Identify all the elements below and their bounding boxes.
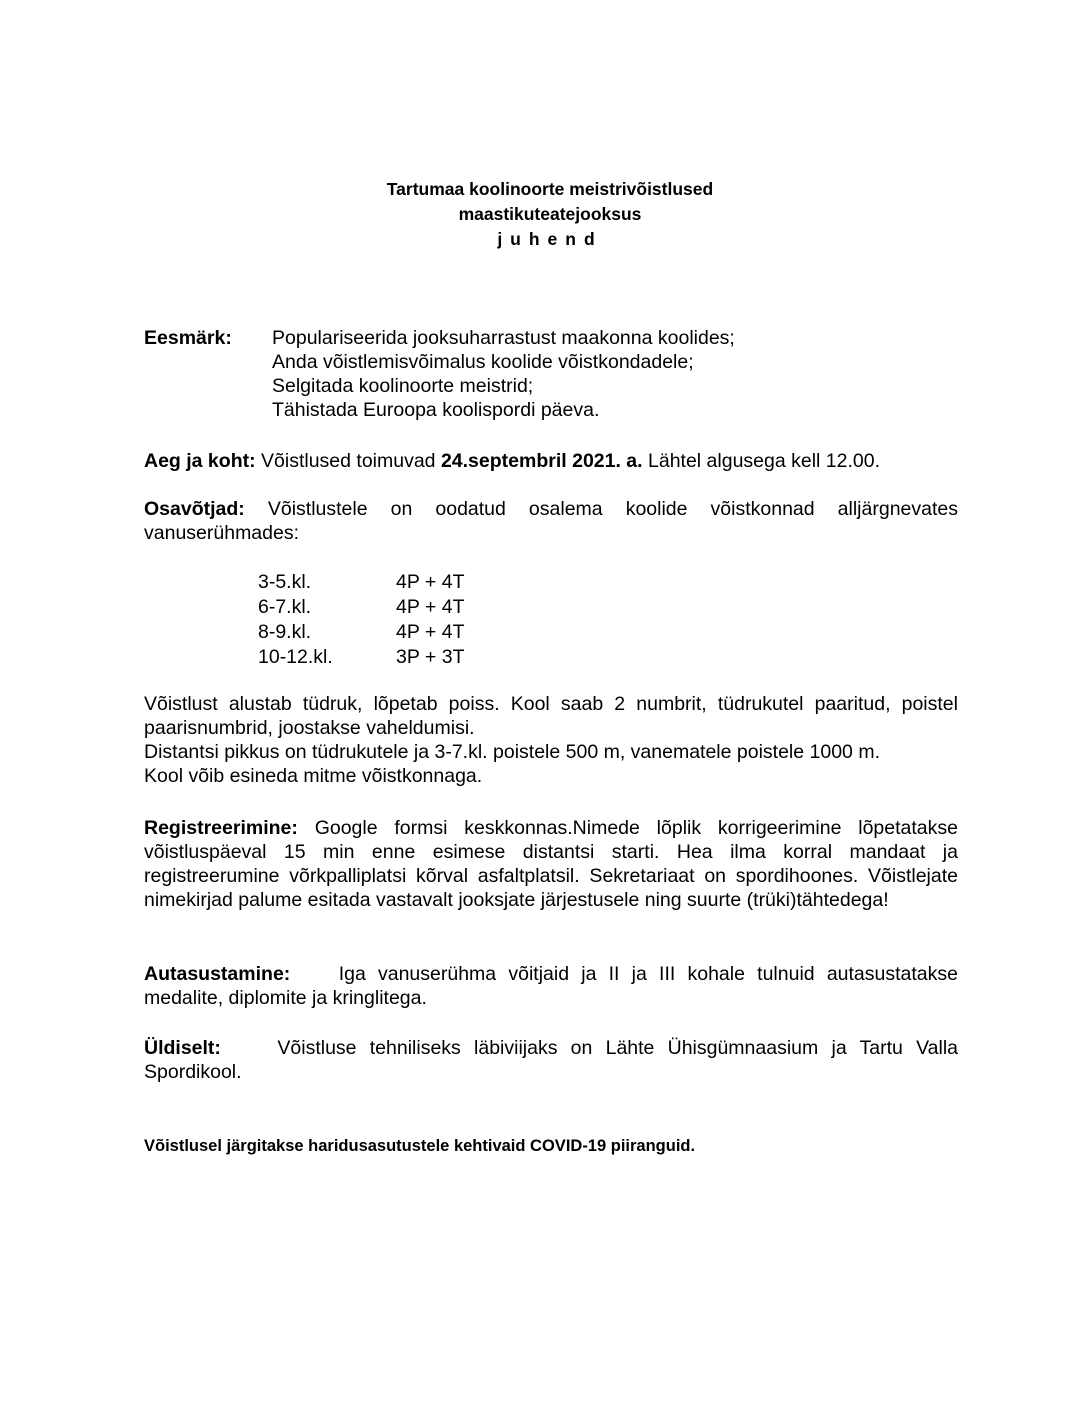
participants-label: Osavõtjad: <box>144 498 245 520</box>
event-date: 24.septembril 2021. a. <box>440 450 643 472</box>
awards-section <box>144 962 958 1010</box>
goal-item: Anda võistlemisvõimalus koolide võistkondadele; <box>272 351 694 373</box>
covid-note: Võistlusel järgitakse haridusasutustele kehtivaid COVID-19 piiranguid. <box>144 1137 696 1155</box>
age-group-team: 4P + 4T <box>396 621 465 643</box>
general-label: Üldiselt: <box>144 1037 221 1059</box>
age-group-team: 4P + 4T <box>396 596 465 618</box>
registration-label: Registreerimine: <box>144 817 298 839</box>
goal-item: Tähistada Euroopa koolispordi päeva. <box>272 399 600 421</box>
time-place-text-after: Lähtel algusega kell 12.00. <box>648 450 881 472</box>
awards-label: Autasustamine: <box>144 963 291 985</box>
age-group-class: 3-5.kl. <box>258 571 312 593</box>
rules-paragraph-1: Võistlust alustab tüdruk, lõpetab poiss. Kool saab 2 numbrit, tüdrukutel paaritud, poistel paarisnumbrid, joostakse vaheldumisi. <box>144 693 958 739</box>
time-place-label: Aeg ja koht: <box>144 450 256 472</box>
goal-label: Eesmärk: <box>144 327 232 349</box>
age-group-team: 3P + 3T <box>396 646 465 668</box>
title-line-3: juhend <box>497 229 603 249</box>
title-line-1: Tartumaa koolinoorte meistrivõistlused <box>386 179 714 199</box>
participants-text: Võistlustele on oodatud osalema koolide võistkonnad alljärgnevates vanuserühmades: <box>144 498 958 544</box>
time-place-section <box>144 449 958 473</box>
age-group-class: 10-12.kl. <box>258 646 333 668</box>
document-title <box>0 177 1088 252</box>
registration-text: Google formsi keskkonnas.Nimede lõplik korrigeerimine lõpetatakse võistluspäeval 15 min enne esimese distantsi starti. Hea ilma korral mandaat ja registreerumine võrkpalliplatsi kõrval asfaltplatsil. Sekretariaat on spordihoones. Võistlejate nimekirjad palume esitada vastavalt jooksjate järjestusele ning suurte (trüki)tähtedega! <box>144 817 958 911</box>
rules-paragraph-2: Distantsi pikkus on tüdrukutele ja 3-7.kl. poistele 500 m, vanematele poistele 1000 m. <box>144 741 880 763</box>
participants-section <box>144 497 958 545</box>
rules-section <box>144 692 958 788</box>
goal-item: Populariseerida jooksuharrastust maakonna koolides; <box>272 327 735 349</box>
goal-list <box>272 326 958 422</box>
awards-text: Iga vanuserühma võitjaid ja II ja III kohale tulnuid autasustatakse medalite, diplomite ja kringlitega. <box>144 963 958 1009</box>
age-group-class: 8-9.kl. <box>258 621 312 643</box>
time-place-text-before: Võistlused toimuvad <box>261 450 436 472</box>
general-text: Võistluse tehniliseks läbiviijaks on Lähte Ühisgümnaasium ja Tartu Valla Spordikool. <box>144 1037 959 1083</box>
registration-section <box>144 816 958 912</box>
age-group-class: 6-7.kl. <box>258 596 312 618</box>
goal-item: Selgitada koolinoorte meistrid; <box>272 375 534 397</box>
goal-section <box>144 326 958 422</box>
title-line-2: maastikuteatejooksus <box>458 204 642 224</box>
rules-paragraph-3: Kool võib esineda mitme võistkonnaga. <box>144 765 483 787</box>
age-group-team: 4P + 4T <box>396 571 465 593</box>
general-section <box>144 1036 958 1084</box>
